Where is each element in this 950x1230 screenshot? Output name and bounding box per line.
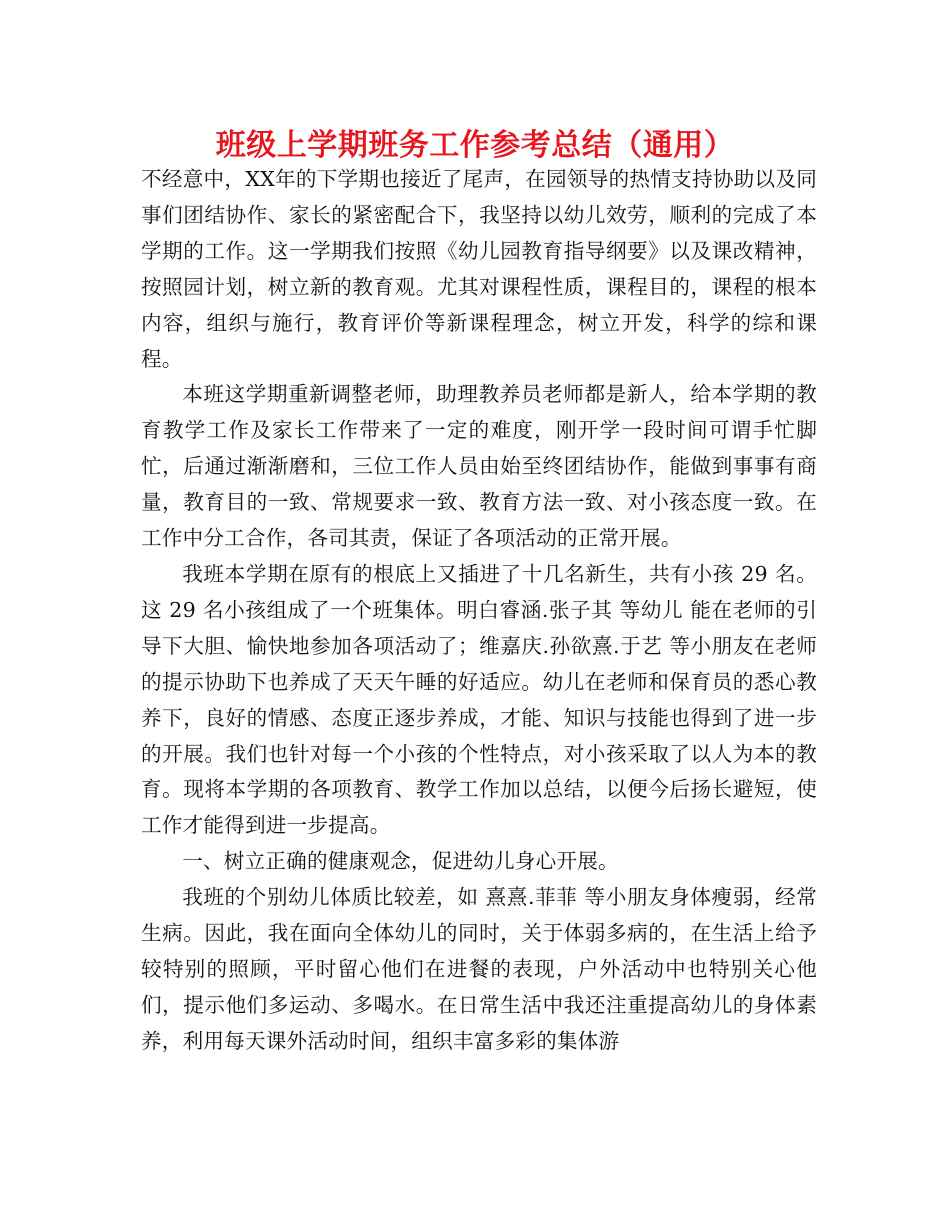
section-heading-health: 一、树立正确的健康观念，促进幼儿身心开展。 (182, 849, 619, 874)
paragraph-teachers: 本班这学期重新调整老师，助理教养员老师都是新人，给本学期的教育教学工作及家长工作带来了一定的难度，刚开学一段时间可谓手忙脚忙，后通过渐渐磨和，三位工作人员由始至终团结协作，能做到事事有商量，教育目的一致、常规要求一致、教育方法一致、对小孩态度一致。在工作中分工合作，各司其责，保证了各项活动的正常开展。 (141, 382, 817, 551)
document-title: 班级上学期班务工作参考总结（通用） (215, 128, 735, 163)
paragraph-health: 我班的个别幼儿体质比较差，如 熹熹.菲菲 等小朋友身体瘦弱，经常生病。因此，我在面向全体幼儿的同时，关于体弱多病的，在生活上给予较特别的照顾，平时留心他们在进餐的表现，户外活动中也特别关心他们，提示他们多运动、多喝水。在日常生活中我还注重提高幼儿的身体素养，利用每天课外活动时间，组织丰富多彩的集体游 (141, 885, 817, 1053)
paragraph-children: 我班本学期在原有的根底上又插进了十几名新生，共有小孩 29 名。这 29 名小孩组成了一个班集体。明白睿涵.张子其 等幼儿 能在老师的引导下大胆、愉快地参加各项活动了；维嘉庆.孙欲熹.于艺 等小朋友在老师的提示协助下也养成了天天午睡的好适应。幼儿在老师和保育员的悉心教养下，良好的情感、态度正逐步养成，才能、知识与技能也得到了进一步的开展。我们也针对每一个小孩的个性特点，对小孩采取了以人为本的教育。现将本学期的各项教育、教学工作加以总结，以便今后扬长避短，使工作才能得到进一步提高。 (141, 561, 817, 838)
document-body (141, 162, 817, 1060)
paragraph-intro: 不经意中，XX年的下学期也接近了尾声，在园领导的热情支持协助以及同事们团结协作、家长的紧密配合下，我坚持以幼儿效劳，顺利的完成了本学期的工作。这一学期我们按照《幼儿园教育指导纲要》以及课改精神，按照园计划，树立新的教育观。尤其对课程性质，课程目的，课程的根本内容，组织与施行，教育评价等新课程理念，树立开发，科学的综和课程。 (141, 167, 817, 371)
